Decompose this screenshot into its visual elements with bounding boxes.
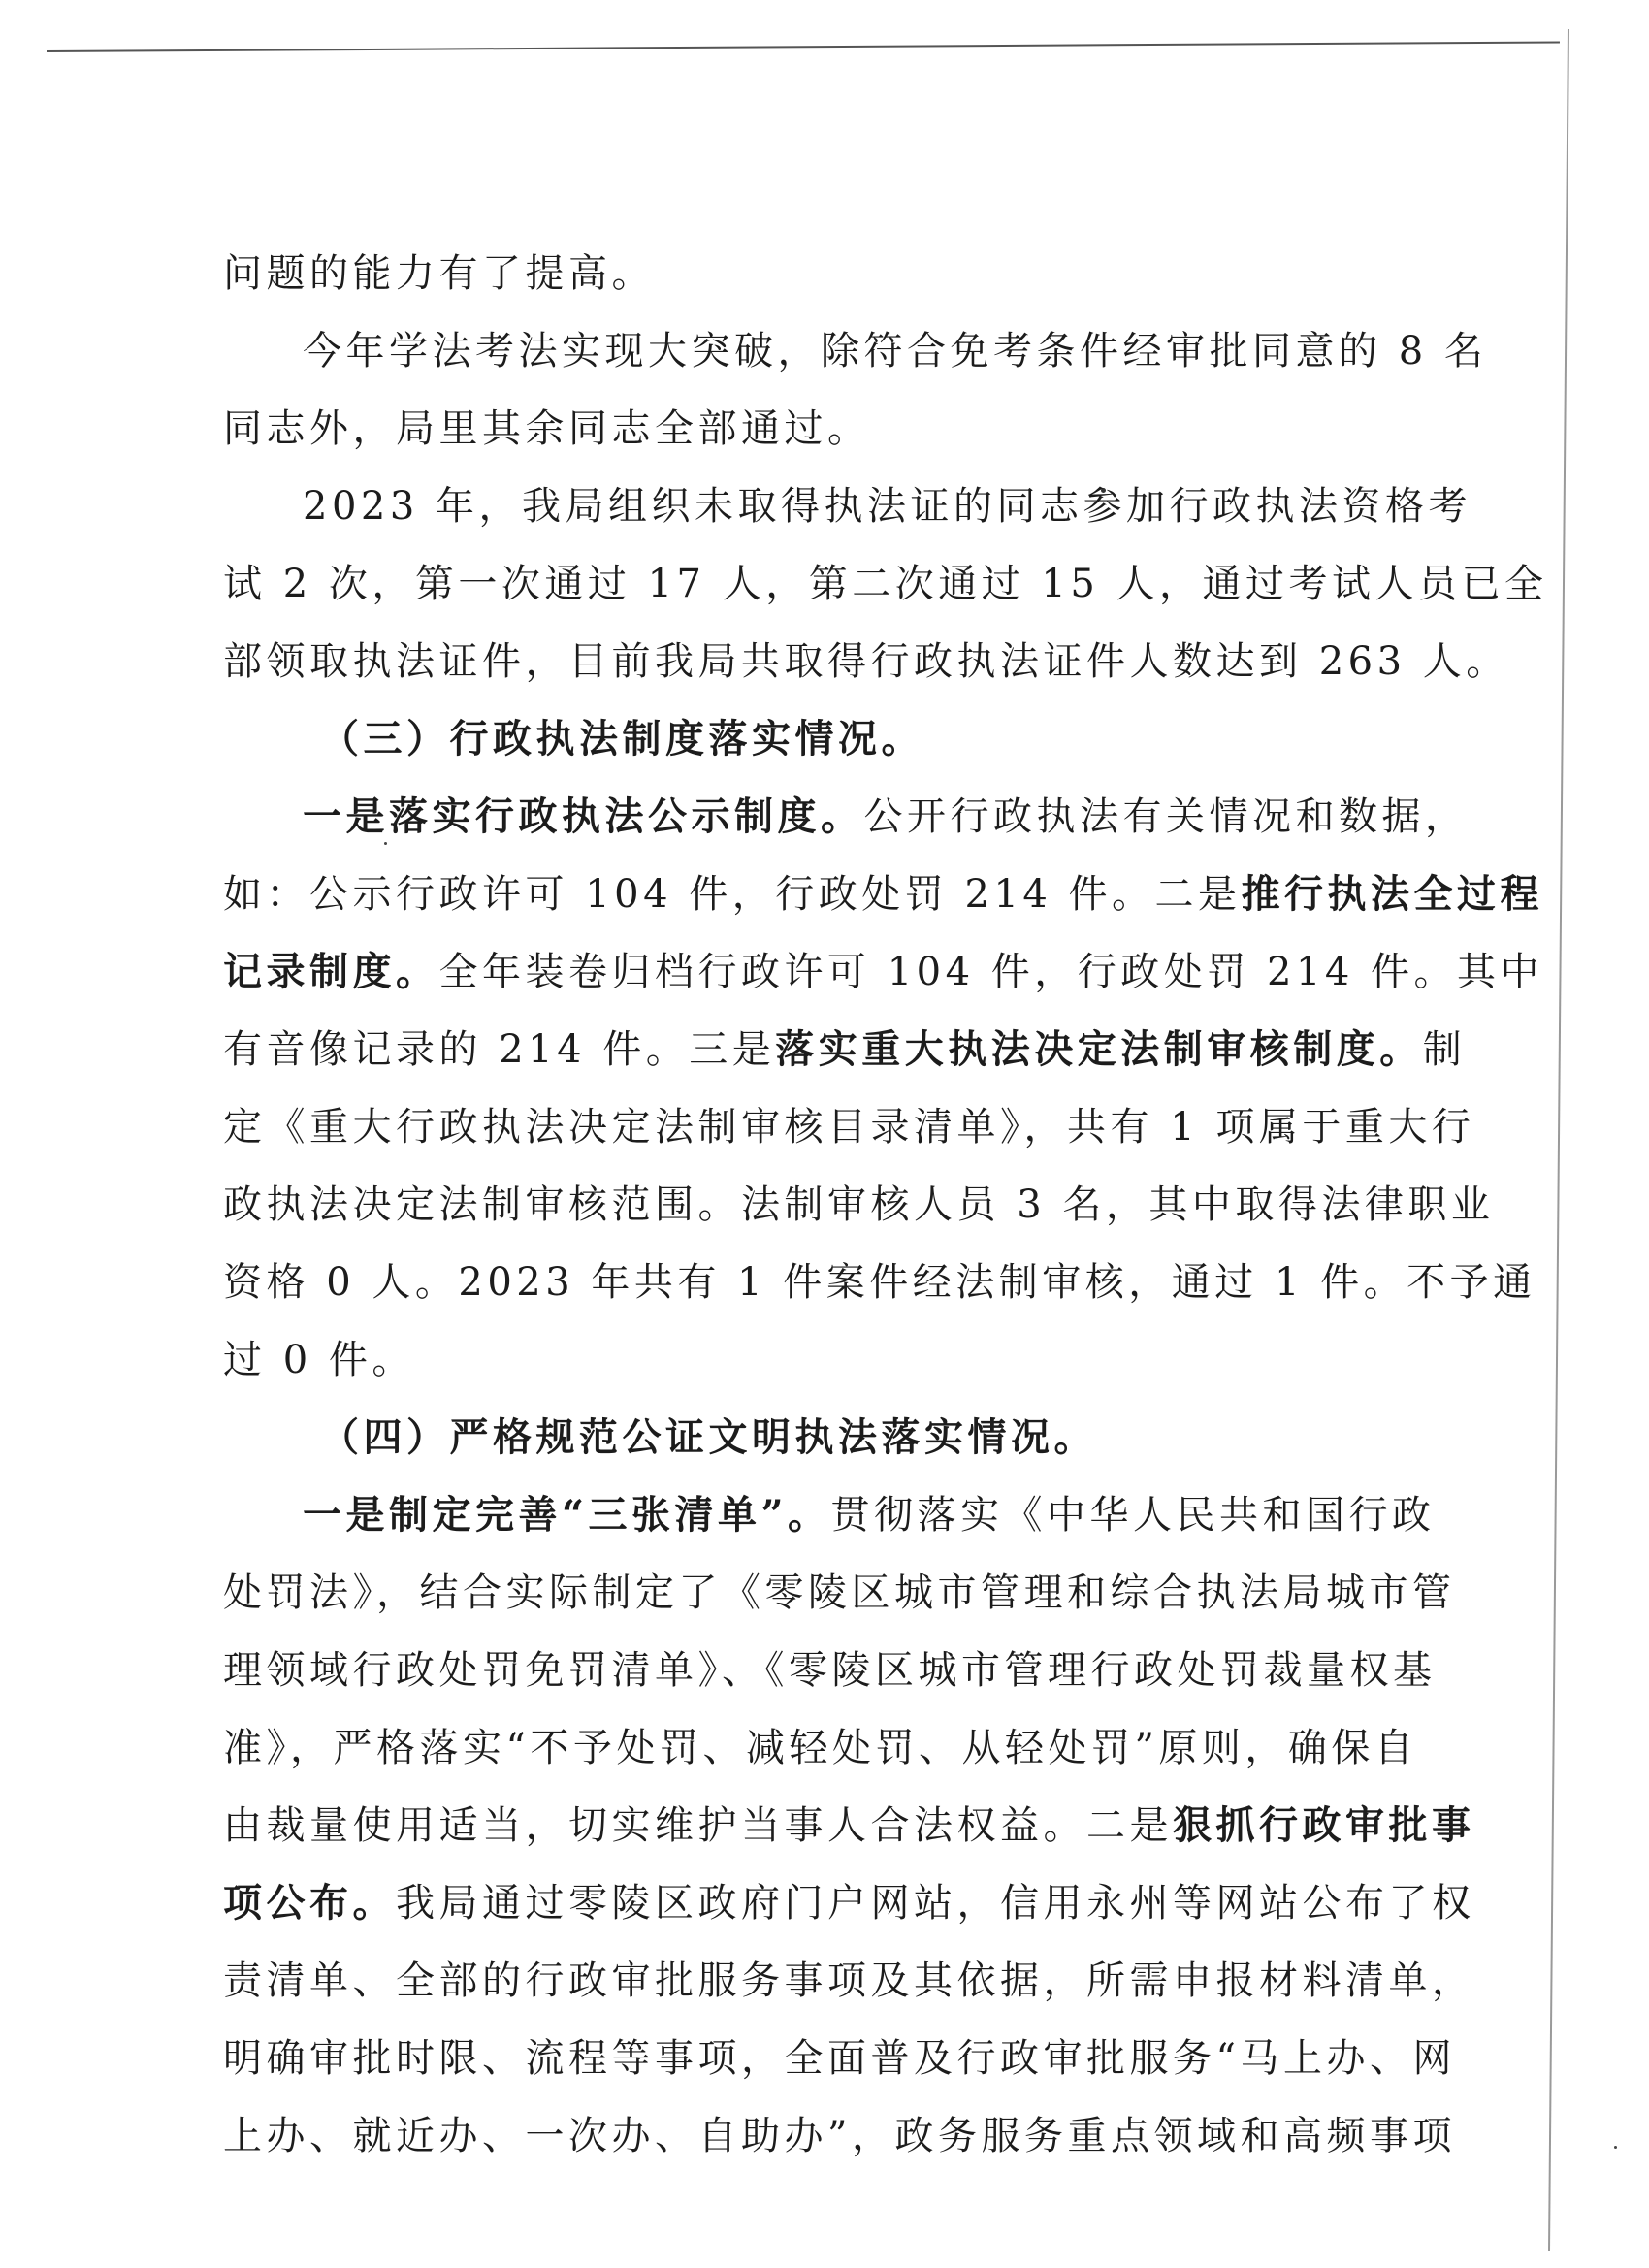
text-segment: 今年学法考法实现大突破，除符合免考条件经审批同意的 8 名 <box>303 329 1488 373</box>
bold-text-segment: 一是制定完善“三张清单”。 <box>303 1492 831 1538</box>
scan-top-edge-line <box>47 41 1560 52</box>
text-line <box>223 2097 1484 2175</box>
text-segment: 理领域行政处罚免罚清单》、《零陵区城市管理行政处罚裁量权基 <box>223 1648 1437 1693</box>
text-segment: 准》，严格落实“不予处罚、减轻处罚、从轻处罚”原则，确保自 <box>223 1726 1418 1770</box>
section-heading <box>223 700 1484 778</box>
text-line <box>223 1321 1484 1399</box>
text-segment: 资格 0 人。2023 年共有 1 件案件经法制审核，通过 1 件。不予通 <box>223 1260 1536 1305</box>
text-segment: 问题的能力有了提高。 <box>223 251 655 296</box>
bold-text-segment: 落实重大执法决定法制审核制度。 <box>775 1026 1423 1072</box>
text-line <box>223 312 1488 390</box>
text-line <box>223 1244 1536 1321</box>
text-line <box>223 545 1548 623</box>
text-line <box>223 1864 1484 1942</box>
text-line <box>223 1942 1484 2020</box>
text-line <box>223 235 1484 312</box>
text-line <box>223 1011 1484 1088</box>
text-line <box>223 1709 1484 1787</box>
text-line <box>223 1787 1484 1864</box>
text-segment: 由裁量使用适当，切实维护当事人合法权益。二是 <box>223 1803 1173 1848</box>
text-line <box>223 1166 1495 1244</box>
text-segment: 贯彻落实《中华人民共和国行政 <box>830 1493 1436 1538</box>
text-line <box>223 856 1544 933</box>
text-line <box>223 1632 1484 1709</box>
text-segment: 部领取执法证件，目前我局共取得行政执法证件人数达到 263 人。 <box>223 639 1509 684</box>
text-segment: 试 2 次，第一次通过 17 人，第二次通过 15 人，通过考试人员已全 <box>223 562 1548 606</box>
text-line <box>223 2020 1484 2097</box>
bold-text-segment: 狠抓行政审批事 <box>1173 1802 1475 1848</box>
text-segment: 公开行政执法有关情况和数据， <box>863 794 1469 839</box>
text-segment: 2023 年，我局组织未取得执法证的同志参加行政执法资格考 <box>303 484 1472 529</box>
text-segment: 政执法决定法制审核范围。法制审核人员 3 名，其中取得法律职业 <box>223 1183 1495 1227</box>
bold-text-segment: 推行执法全过程 <box>1241 871 1544 917</box>
section-heading <box>223 1399 1484 1476</box>
document-body <box>223 235 1548 2175</box>
text-segment: 如：公示行政许可 104 件，行政处罚 214 件。二是 <box>223 872 1242 917</box>
bold-text-segment: 项公布。 <box>223 1880 396 1926</box>
text-line <box>223 778 1484 856</box>
text-segment: 我局通过零陵区政府门户网站，信用永州等网站公布了权 <box>396 1881 1475 1926</box>
text-segment: 明确审批时限、流程等事项，全面普及行政审批服务“马上办、网 <box>223 2036 1456 2081</box>
text-line <box>223 933 1544 1011</box>
text-line <box>223 1088 1484 1166</box>
text-line <box>223 623 1509 700</box>
scan-right-edge-line <box>1548 29 1569 2251</box>
bold-text-segment: （四）严格规范公证文明执法落实情况。 <box>320 1414 1097 1460</box>
text-segment: 同志外，局里其余同志全部通过。 <box>223 406 871 451</box>
text-segment: 有音像记录的 214 件。三是 <box>223 1027 776 1072</box>
text-segment: 定《重大行政执法决定法制审核目录清单》，共有 1 项属于重大行 <box>223 1105 1475 1150</box>
text-line <box>223 390 1484 468</box>
bold-text-segment: 记录制度。 <box>223 949 439 994</box>
bold-text-segment: （三）行政执法制度落实情况。 <box>320 716 924 761</box>
text-line <box>223 468 1484 545</box>
text-segment: 责清单、全部的行政审批服务事项及其依据，所需申报材料清单， <box>223 1959 1475 2003</box>
text-segment: 全年装卷归档行政许可 104 件，行政处罚 214 件。其中 <box>438 950 1544 994</box>
text-line <box>223 1554 1484 1632</box>
bold-text-segment: 一是落实行政执法公示制度。 <box>303 794 864 839</box>
text-line <box>223 1476 1484 1554</box>
text-segment: 处罚法》，结合实际制定了《零陵区城市管理和综合执法局城市管 <box>223 1571 1456 1615</box>
text-segment: 上办、就近办、一次办、自助办”，政务服务重点领域和高频事项 <box>223 2114 1456 2158</box>
scan-speck <box>1614 2146 1617 2149</box>
text-segment: 过 0 件。 <box>223 1338 415 1382</box>
text-segment: 制 <box>1422 1027 1467 1072</box>
